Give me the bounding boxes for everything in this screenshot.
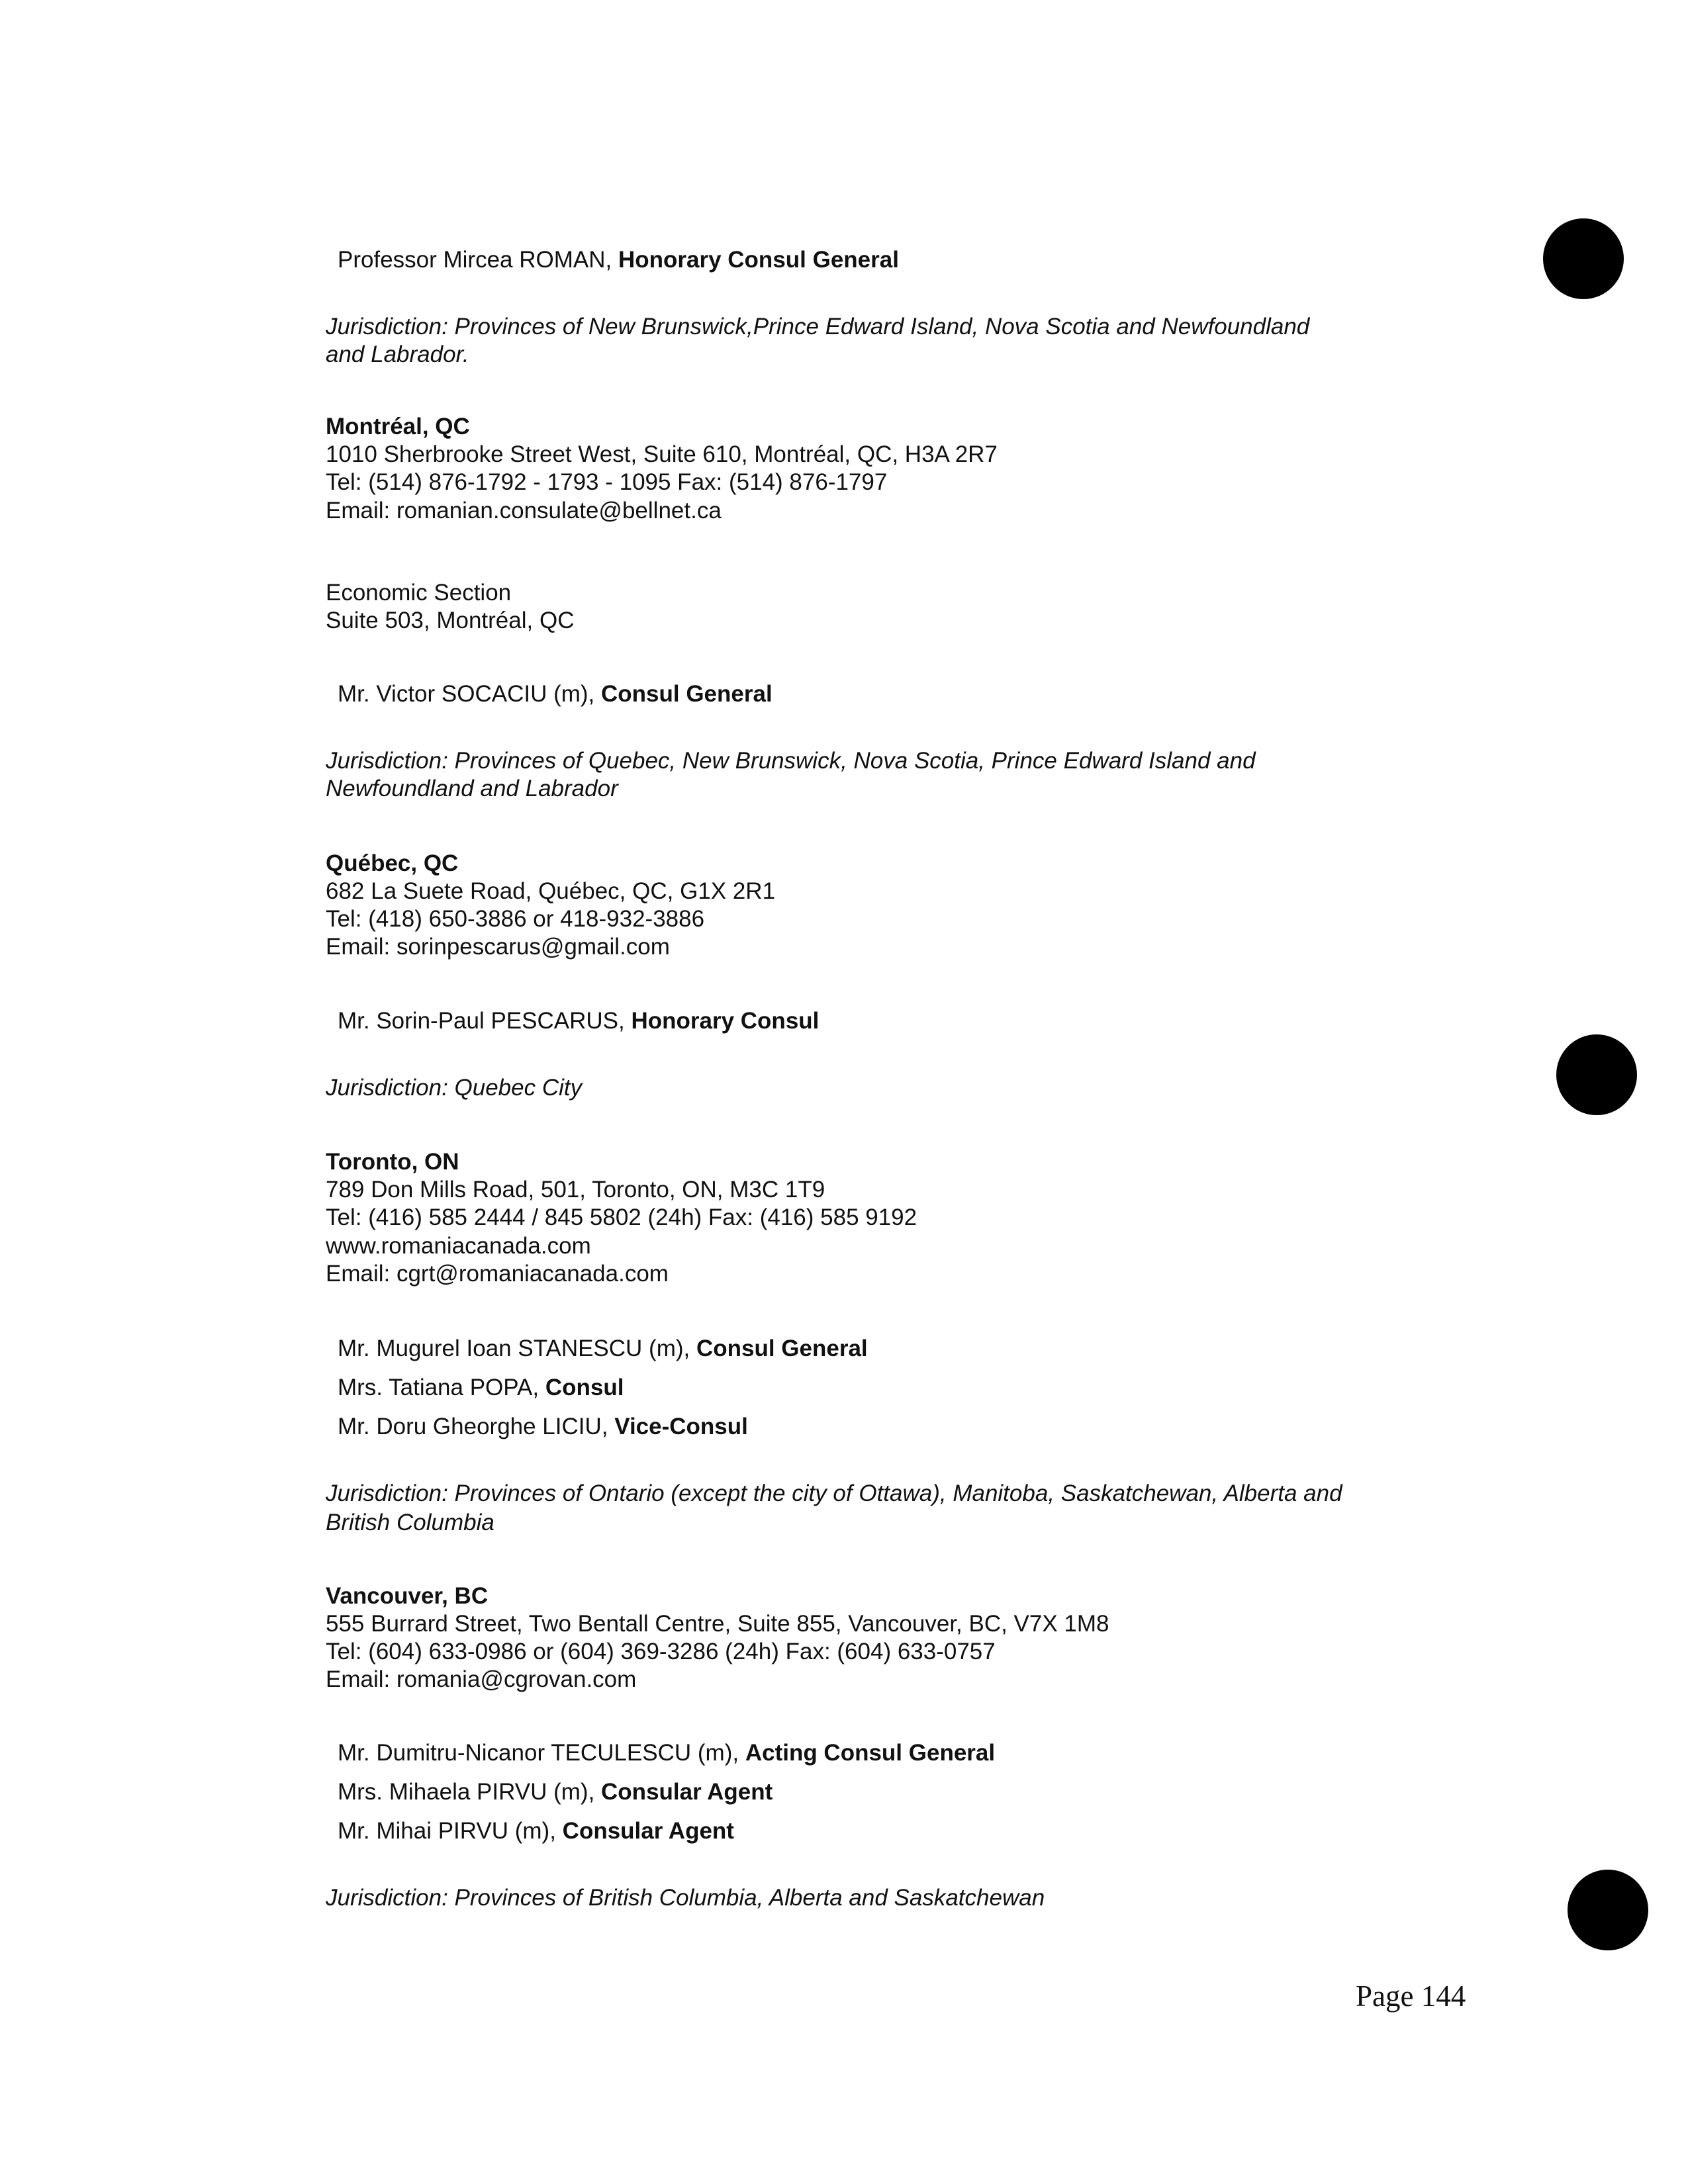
- address-line: 789 Don Mills Road, 501, Toronto, ON, M3C 1T9: [326, 1177, 825, 1203]
- website-line: www.romaniacanada.com: [326, 1233, 591, 1259]
- jurisdiction-text: Newfoundland and Labrador: [326, 776, 618, 801]
- person-line: [338, 1007, 819, 1035]
- person-title: Consul General: [601, 681, 773, 707]
- person-title: Vice-Consul: [614, 1414, 748, 1439]
- phone-line: Tel: (416) 585 2444 / 845 5802 (24h) Fax: (416) 585 9192: [326, 1205, 917, 1230]
- city-heading: Québec, QC: [326, 850, 459, 876]
- punch-hole-mark: [1568, 1870, 1648, 1950]
- page-number: Page 144: [1356, 1979, 1466, 2013]
- jurisdiction-text: British Columbia: [326, 1510, 494, 1535]
- person-line: [338, 1817, 734, 1845]
- address-line: 555 Burrard Street, Two Bentall Centre, Suite 855, Vancouver, BC, V7X 1M8: [326, 1611, 1109, 1637]
- person-line: [338, 1373, 624, 1402]
- person-name: Professor Mircea ROMAN,: [338, 247, 618, 273]
- email-line: Email: romanian.consulate@bellnet.ca: [326, 498, 722, 523]
- email-line: Email: romania@cgrovan.com: [326, 1666, 637, 1692]
- phone-line: Tel: (604) 633-0986 or (604) 369-3286 (24h) Fax: (604) 633-0757: [326, 1639, 996, 1664]
- punch-hole-mark: [1556, 1034, 1637, 1115]
- punch-hole-mark: [1543, 218, 1624, 299]
- person-name: Mr. Victor SOCACIU (m),: [338, 681, 601, 707]
- person-line: [338, 1739, 995, 1767]
- person-name: Mr. Mihai PIRVU (m),: [338, 1818, 563, 1844]
- phone-line: Tel: (418) 650-3886 or 418-932-3886: [326, 906, 705, 932]
- person-name: Mr. Sorin-Paul PESCARUS,: [338, 1008, 632, 1034]
- section-address: Suite 503, Montréal, QC: [326, 608, 575, 633]
- email-line: Email: sorinpescarus@gmail.com: [326, 934, 670, 960]
- person-name: Mrs. Mihaela PIRVU (m),: [338, 1779, 602, 1805]
- phone-line: Tel: (514) 876-1792 - 1793 - 1095 Fax: (514) 876-1797: [326, 469, 888, 495]
- person-name: Mrs. Tatiana POPA,: [338, 1375, 545, 1400]
- person-title: Consul General: [696, 1336, 868, 1361]
- person-line: [338, 680, 773, 708]
- person-name: Mr. Dumitru-Nicanor TECULESCU (m),: [338, 1740, 745, 1766]
- jurisdiction-text: and Labrador.: [326, 341, 469, 367]
- person-line: [338, 246, 899, 274]
- jurisdiction-text: Jurisdiction: Quebec City: [326, 1075, 583, 1101]
- person-title: Consular Agent: [562, 1818, 734, 1844]
- person-title: Acting Consul General: [745, 1740, 996, 1766]
- jurisdiction-text: Jurisdiction: Provinces of Quebec, New Brunswick, Nova Scotia, Prince Edward Island and: [326, 748, 1256, 774]
- person-line: [338, 1334, 868, 1363]
- address-line: 1010 Sherbrooke Street West, Suite 610, Montréal, QC, H3A 2R7: [326, 441, 998, 467]
- section-title: Economic Section: [326, 580, 512, 606]
- email-line: Email: cgrt@romaniacanada.com: [326, 1261, 669, 1287]
- jurisdiction-text: Jurisdiction: Provinces of Ontario (except the city of Ottawa), Manitoba, Saskatchewan, Alberta and: [326, 1480, 1342, 1506]
- person-line: [338, 1412, 748, 1441]
- person-title: Honorary Consul: [631, 1008, 820, 1034]
- person-name: Mr. Doru Gheorghe LICIU,: [338, 1414, 615, 1439]
- city-heading: Vancouver, BC: [326, 1583, 489, 1609]
- person-name: Mr. Mugurel Ioan STANESCU (m),: [338, 1336, 696, 1361]
- address-line: 682 La Suete Road, Québec, QC, G1X 2R1: [326, 878, 776, 904]
- person-line: [338, 1778, 773, 1806]
- jurisdiction-text: Jurisdiction: Provinces of New Brunswick,Prince Edward Island, Nova Scotia and Newfoundland: [326, 314, 1310, 340]
- city-heading: Montréal, QC: [326, 414, 470, 439]
- jurisdiction-text: Jurisdiction: Provinces of British Columbia, Alberta and Saskatchewan: [326, 1885, 1045, 1911]
- city-heading: Toronto, ON: [326, 1149, 459, 1175]
- person-title: Consul: [545, 1375, 624, 1400]
- person-title: Honorary Consul General: [618, 247, 899, 273]
- person-title: Consular Agent: [601, 1779, 773, 1805]
